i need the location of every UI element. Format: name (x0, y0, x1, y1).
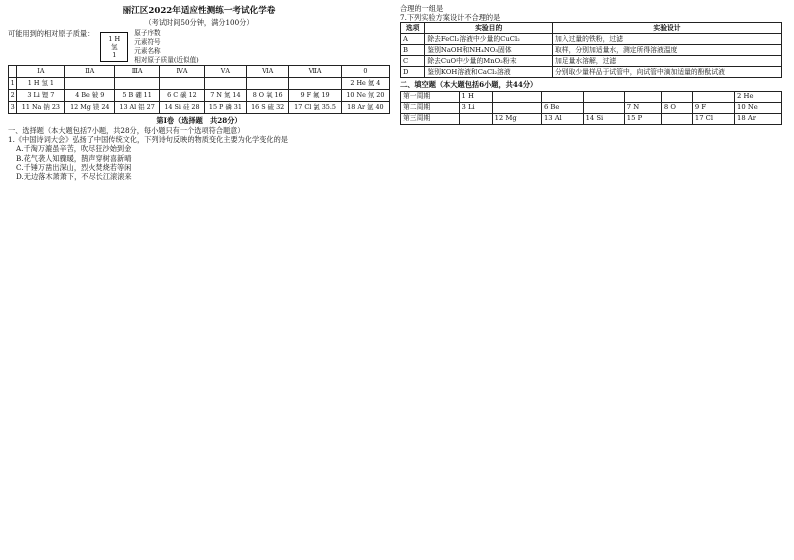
left-column (8, 4, 390, 556)
table-cell: 第一周期 (401, 91, 460, 102)
table-cell: 分别取少量样品于试管中，向试管中滴加适量的酚酞试液 (553, 67, 782, 78)
exam-title: 丽江区2022年适应性测练一考试化学卷 (122, 6, 276, 16)
periodic-cell: 14 Si 硅 28 (160, 101, 205, 113)
table-cell (583, 102, 624, 113)
periodic-cell (204, 77, 246, 89)
question-7-row (401, 45, 782, 56)
periodic-header: ⅣA (160, 65, 205, 77)
periodic-cell: 3 (9, 101, 17, 113)
legend-note-3: 元素名称 (134, 47, 161, 55)
question-1-option-b: B.花气袭人知骤暖，鹊声穿树喜新晴 (16, 153, 132, 163)
table-cell: B (401, 45, 425, 56)
table-cell: 8 O (661, 102, 692, 113)
table-cell: 18 Ar (735, 113, 782, 124)
table-cell: 17 Cl (692, 113, 734, 124)
table-cell: 12 Mg (492, 113, 541, 124)
periodic-cell (65, 77, 115, 89)
periodic-cell: 1 H 氢 1 (17, 77, 65, 89)
legend-note-4: 相对原子质量(近似值) (134, 55, 199, 64)
q10-row (401, 91, 782, 102)
table-cell (624, 91, 661, 102)
table-cell: 取样，分别加适量水，测定所得溶液温度 (553, 45, 782, 56)
legend-note-1: 原子序数 (134, 29, 161, 38)
periodic-cell: 8 O 氧 16 (247, 89, 289, 101)
periodic-cell: 6 C 碳 12 (160, 89, 205, 101)
periodic-cell: 2 (9, 89, 17, 101)
part1-heading: 第Ⅰ卷（选择题 共28分） (156, 115, 242, 125)
table-cell (661, 113, 692, 124)
legend-prompt: 可能用到的相对原子质量： (8, 29, 95, 39)
periodic-cell: 18 Ar 氩 40 (341, 101, 389, 113)
periodic-header: ⅠA (17, 65, 65, 77)
table-header: 实验设计 (553, 23, 782, 34)
right-column (400, 4, 782, 556)
table-cell: 9 F (692, 102, 734, 113)
table-cell: 加入过量的铁粉，过滤 (553, 34, 782, 45)
periodic-row (9, 77, 390, 89)
table-cell: 鉴别NaOH和NH₄NO₃固体 (425, 45, 553, 56)
periodic-cell: 13 Al 铝 27 (115, 101, 160, 113)
question-7: 7.下列实验方案设计不合理的是 (400, 13, 501, 23)
periodic-cell: 1 (9, 77, 17, 89)
periodic-header: ⅢA (115, 65, 160, 77)
part2-heading: 二、填空题（本大题包括6小题，共44分） (400, 80, 538, 90)
question-1: 1.《中国诗词大会》弘扬了中国传统文化，下列诗句反映的物质变化主要为化学变化的是 (8, 135, 288, 145)
question-7-table (400, 22, 782, 78)
table-cell: 第二周期 (401, 102, 460, 113)
question-7-row (401, 67, 782, 78)
periodic-header-row (9, 65, 390, 77)
legend (100, 29, 199, 65)
periodic-header: ⅥA (247, 65, 289, 77)
table-cell: 第三周期 (401, 113, 460, 124)
periodic-header (9, 65, 17, 77)
question-1-option-a: A.千淘万漉虽辛苦，吹尽狂沙始到金 (16, 144, 132, 154)
periodic-cell: 15 P 磷 31 (204, 101, 246, 113)
periodic-cell: 11 Na 钠 23 (17, 101, 65, 113)
table-cell: 2 He (735, 91, 782, 102)
legend-row (8, 29, 390, 65)
table-cell: A (401, 34, 425, 45)
table-cell: 除去CuO中少量的MnO₂粉末 (425, 56, 553, 67)
table-cell (583, 91, 624, 102)
periodic-cell: 7 N 氮 14 (204, 89, 246, 101)
table-cell: 鉴别KOH溶液和CaCl₂溶液 (425, 67, 553, 78)
exam-subtitle: （考试时间50分钟，满分100分） (144, 18, 254, 27)
table-cell (692, 91, 734, 102)
part1-intro: 一、选择题（本大题包括7小题，共28分，每小题只有一个选项符合题意） (8, 126, 245, 135)
legend-mid: 氢 (111, 42, 118, 51)
periodic-cell: 9 F 氟 19 (289, 89, 341, 101)
question-1-option-d: D.无边落木萧萧下，不尽长江滚滚来 (16, 172, 132, 182)
periodic-cell (160, 77, 205, 89)
table-cell: 7 N (624, 102, 661, 113)
table-cell (492, 102, 541, 113)
question-7-row (401, 56, 782, 67)
table-cell: 3 Li (459, 102, 492, 113)
table-cell: 13 Al (541, 113, 583, 124)
periodic-cell: 2 He 氦 4 (341, 77, 389, 89)
periodic-row (9, 101, 390, 113)
periodic-cell: 4 Be 铍 9 (65, 89, 115, 101)
periodic-cell: 17 Cl 氯 35.5 (289, 101, 341, 113)
periodic-row (9, 89, 390, 101)
table-cell: 15 P (624, 113, 661, 124)
periodic-cell: 5 B 硼 11 (115, 89, 160, 101)
legend-bot: 1 (112, 51, 117, 60)
periodic-header: ⅤA (204, 65, 246, 77)
periodic-table (8, 65, 390, 114)
table-cell (459, 113, 492, 124)
q10-row (401, 113, 782, 124)
periodic-cell: 12 Mg 镁 24 (65, 101, 115, 113)
table-cell: C (401, 56, 425, 67)
table-header: 选项 (401, 23, 425, 34)
legend-top: 1 H (108, 34, 121, 43)
periodic-header: ⅦA (289, 65, 341, 77)
periodic-cell: 16 S 硫 32 (247, 101, 289, 113)
table-cell (492, 91, 541, 102)
periodic-header: 0 (341, 65, 389, 77)
right-top-text: 合理的一组是 (400, 4, 444, 13)
table-header: 实验目的 (425, 23, 553, 34)
table-cell: 除去FeCl₂溶液中少量的CuCl₂ (425, 34, 553, 45)
table-cell: 6 Be (541, 102, 583, 113)
question-1-option-c: C.千锤万凿出深山，烈火焚烧若等闲 (16, 162, 132, 172)
table-cell (541, 91, 583, 102)
periodic-cell (247, 77, 289, 89)
periodic-header: ⅡA (65, 65, 115, 77)
periodic-cell: 10 Ne 氖 20 (341, 89, 389, 101)
table-cell: 1 H (459, 91, 492, 102)
table-cell: 14 Si (583, 113, 624, 124)
legend-note-2: 元素符号 (134, 38, 161, 47)
periodic-cell (289, 77, 341, 89)
legend-notes (134, 29, 199, 65)
table-cell: D (401, 67, 425, 78)
legend-cell (100, 32, 128, 62)
question-7-row (401, 34, 782, 45)
q10-row (401, 102, 782, 113)
table-cell: 10 Ne (735, 102, 782, 113)
periodic-cell: 3 Li 锂 7 (17, 89, 65, 101)
table-cell (661, 91, 692, 102)
periodic-cell (115, 77, 160, 89)
table-cell: 加足量水溶解，过滤 (553, 56, 782, 67)
question-10-table (400, 91, 782, 125)
question-7-header-row (401, 23, 782, 34)
